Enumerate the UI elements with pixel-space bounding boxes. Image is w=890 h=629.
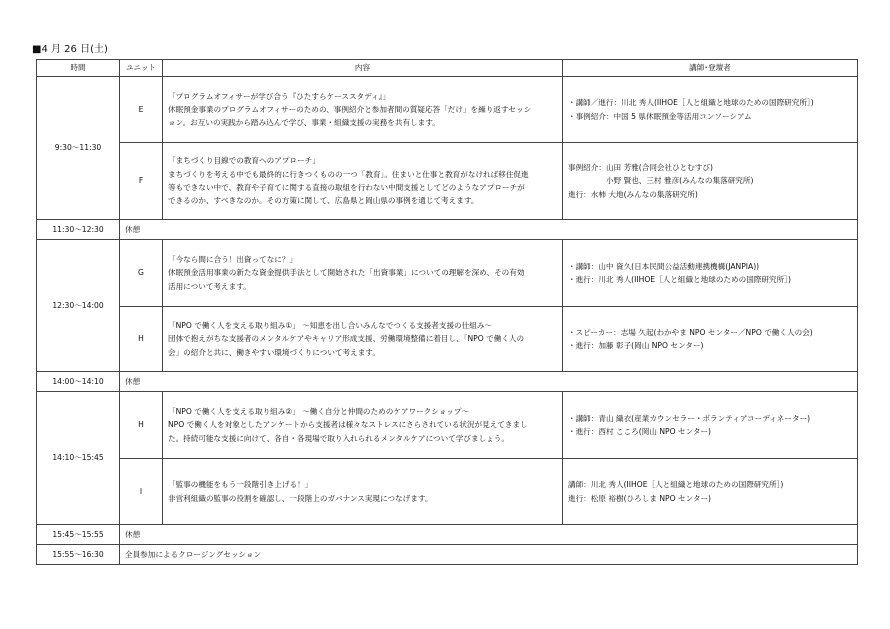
speaker-line: ・講師：山中 資久(日本民間公益活動連携機構(JANPIA)) — [568, 261, 760, 271]
speaker-line: ・スピーカー：志場 久起(わかやま NPO センター／NPO で働く人の会) — [568, 327, 813, 337]
speaker-line: ・進行：加藤 彰子(岡山 NPO センター) — [568, 341, 704, 350]
speaker-line: 進行：水柿 大地(みんなの集落研究所) — [568, 189, 698, 199]
unit-cell: I — [120, 459, 163, 525]
session-desc: 非営利組織の監事の役割を確認し、一段階上のガバナンス実現につなげます。 — [168, 493, 433, 503]
time-cell: 12:30～14:00 — [37, 240, 120, 372]
speaker-line: 進行：松原 裕樹(ひろしま NPO センター) — [568, 493, 712, 503]
schedule-table — [36, 59, 858, 565]
session-desc: 休眠預金事業のプログラムオフィサーのための、事例紹介と参加者間の質疑応答「だけ」を繰り返すセッシ — [168, 104, 532, 114]
content-cell — [163, 240, 563, 307]
unit-cell: H — [120, 392, 163, 459]
table-row — [37, 240, 858, 307]
session-title: 「プログラムオフィサーが学び合う『ひたすらケーススタディ』」 — [168, 91, 391, 101]
table-row — [37, 372, 858, 392]
speaker-line: ・事例紹介：中国 5 県休眠預金等活用コンソーシアム — [568, 111, 752, 121]
table-row — [37, 459, 858, 525]
time-cell: 14:00～14:10 — [37, 372, 120, 392]
table-row — [37, 220, 858, 240]
session-desc: まちづくりを考える中でも最終的に行きつくものの一つ「教育」。住まいと仕事と教育がなければ移住促進 — [168, 169, 529, 179]
speaker-line: ・進行：川北 秀人(IIHOE［人と組織と地球のための国際研究所］) — [568, 275, 791, 284]
break-cell: 休憩 — [120, 372, 858, 392]
table-row — [37, 525, 858, 545]
header-content: 内容 — [163, 60, 563, 77]
session-desc: ョン。お互いの実践から踏み込んで学び、事業・組織支援の実務を共有します。 — [168, 118, 440, 128]
speakers-cell — [563, 392, 858, 459]
speakers-cell — [563, 143, 858, 220]
header-unit: ユニット — [120, 60, 163, 77]
session-desc: た。持続可能な支援に向けて、各自・各現場で取り入れられるメンタルケアについて学びましょう。 — [168, 433, 509, 443]
unit-cell: G — [120, 240, 163, 307]
session-desc: できるのか、すべきなのか。その方策に関して、広島県と岡山県の事例を通じて考えます。 — [168, 196, 479, 206]
break-cell: 休憩 — [120, 220, 858, 240]
unit-cell: F — [120, 143, 163, 220]
speakers-cell — [563, 77, 858, 143]
content-cell — [163, 392, 563, 459]
header-speakers: 講師･登壇者 — [563, 60, 858, 77]
session-desc: 休眠預金活用事業の新たな資金提供手法として開始された「出資事業」についての理解を深め、その有効 — [168, 268, 525, 278]
table-row — [37, 392, 858, 459]
content-cell — [163, 459, 563, 525]
speaker-line: ・講師：青山 織衣(産業カウンセラー・ボランティアコーディネーター) — [568, 413, 811, 423]
time-cell: 15:55～16:30 — [37, 545, 120, 565]
session-desc: 会」の紹介と共に、働きやすい環境づくりについて考えます。 — [168, 347, 380, 357]
speaker-line: 事例紹介：山田 芳雅(合同会社ひとむすび) — [568, 163, 714, 173]
table-row — [37, 545, 858, 565]
content-cell — [163, 77, 563, 143]
content-cell — [163, 307, 563, 372]
session-desc: 活用について考えます。 — [168, 281, 251, 291]
session-title: 「監事の機能をもう一段階引き上げる！」 — [168, 480, 313, 490]
session-title: 「NPO で働く人を支える取り組み①」 ～知恵を出し合いみんなでつくる支援者支援の仕組み～ — [168, 321, 493, 331]
unit-cell: H — [120, 307, 163, 372]
speaker-line: ・進行：西村 こころ(岡山 NPO センター) — [568, 427, 712, 436]
session-desc: 等もできない中で、教育や子育てに関する直接の取組を行わない中間支援としてどのようなアプローチが — [168, 183, 525, 192]
content-cell — [163, 143, 563, 220]
speakers-cell — [563, 240, 858, 307]
session-desc: NPO で働く人を対象としたアンケートから支援者は様々なストレスにさらされている状況が見えてきまし — [168, 420, 528, 430]
table-row — [37, 307, 858, 372]
time-cell: 15:45～15:55 — [37, 525, 120, 545]
unit-cell: E — [120, 77, 163, 143]
header-row — [37, 60, 858, 77]
closing-cell: 全員参加によるクロージングセッション — [120, 545, 858, 565]
session-title: 「まちづくり目線での教育へのアプローチ」 — [168, 156, 320, 166]
session-title: 「NPO で働く人を支える取り組み②」 ～働く自分と仲間のためのケアワークショップ～ — [168, 407, 470, 417]
table-row — [37, 77, 858, 143]
session-title: 「今なら間に合う！出資ってなに？」 — [168, 255, 298, 265]
time-cell: 11:30～12:30 — [37, 220, 120, 240]
speakers-cell — [563, 307, 858, 372]
speaker-line: ・講師／進行：川北 秀人(IIHOE［人と組織と地球のための国際研究所］) — [568, 98, 814, 108]
speaker-line: 講師：川北 秀人(IIHOE［人と組織と地球のための国際研究所］) — [568, 480, 784, 490]
time-cell: 14:10～15:45 — [37, 392, 120, 525]
break-cell: 休憩 — [120, 525, 858, 545]
header-time: 時間 — [37, 60, 120, 77]
speakers-cell — [563, 459, 858, 525]
time-cell: 9:30～11:30 — [37, 77, 120, 220]
speaker-line: 小野 賢也、三村 雅彦(みんなの集落研究所) — [606, 176, 754, 186]
page-title: ■4 月 26 日(土) — [32, 44, 108, 55]
table-row — [37, 143, 858, 220]
session-desc: 団体で抱えがちな支援者のメンタルケアやキャリア形成支援、労働環境整備に着目し、「NPO で働く人の — [168, 334, 525, 344]
